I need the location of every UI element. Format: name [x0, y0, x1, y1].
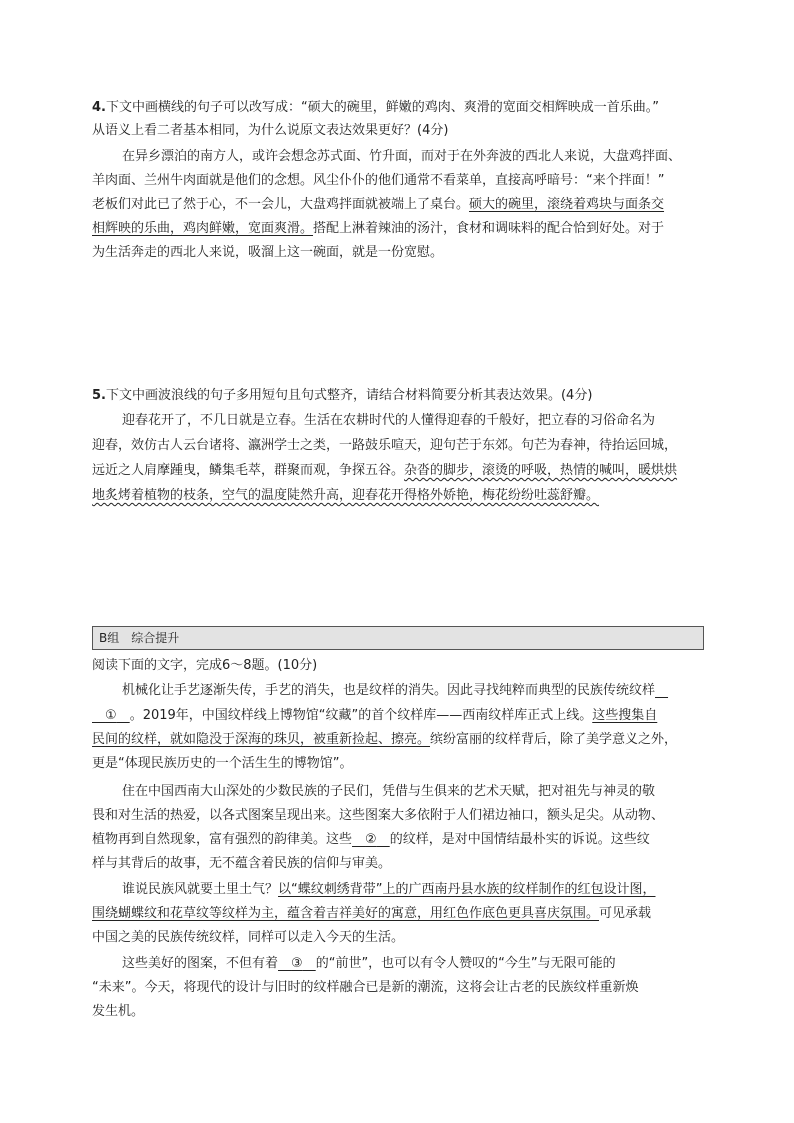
q4-passage-line-4 [92, 219, 664, 239]
b-underlined-sentence-2-part-1: 以“蝶纹刺绣背带”上的广西南丹县水族的纹样制作的红包设计图， [278, 882, 656, 897]
q5-wavy-sentence-part-1: 杂沓的脚步，滚烫的呼吸，热情的喊叫，暖烘烘 [404, 463, 678, 478]
b-passage-line-12 [122, 954, 616, 974]
blank-2 [352, 832, 390, 847]
q5-passage-line-3 [92, 461, 677, 481]
b-passage-line-7 [92, 830, 650, 850]
b-passage-line-2 [92, 706, 657, 726]
section-b-header [92, 626, 704, 650]
q5-wavy-sentence-part-2: 地炙烤着植物的枝条，空气的温度陡然升高，迎春花开得格外娇艳，梅花纷纷吐蕊舒瓣。 [92, 488, 600, 503]
b-passage-line-6: 畏和对生活的热爱，以各式图案呈现出来。这些图案大多依附于人们裙边袖口，额头足尖。从动物、 [92, 808, 665, 823]
q5-passage-line-2: 迎春，效仿古人云台诸将、瀛洲学士之类，一路鼓乐喧天，迎句芒于东郊。句芒为春神，待抬运回城， [92, 438, 678, 453]
b-passage-line-9 [122, 880, 656, 900]
q4-passage-line-1: 在异乡漂泊的南方人，或许会想念苏式面、竹升面，而对于在外奔波的西北人来说，大盘鸡拌面、 [122, 149, 682, 164]
b-passage-line-4: 更是“体现民族历史的一个活生生的博物馆”。 [92, 756, 353, 771]
b-passage-line-8: 样与其背后的故事，无不蕴含着民族的信仰与审美。 [92, 856, 392, 871]
q5-stem-text: 下文中画波浪线的句子多用短句且句式整齐，请结合材料简要分析其表达效果。(4分) [105, 388, 593, 403]
q5-passage-3a: 远近之人肩摩踵曳，鳞集毛萃，群聚而观，争探五谷。 [92, 463, 405, 478]
blank-1-marker: ① [105, 708, 117, 723]
q4-passage-4b: 搭配上淋着辣油的汤汁，食材和调味料的配合恰到好处。对于 [313, 221, 665, 236]
q4-stem-line-2: 从语义上看二者基本相同，为什么说原文表达效果更好？(4分) [92, 123, 449, 138]
q4-passage-line-3 [92, 195, 664, 215]
q4-passage-3a: 老板们对此已了然于心，不一会儿，大盘鸡拌面就被端上了桌台。 [92, 197, 470, 212]
b-passage-7b: 的纹样，是对中国情结最朴实的诉说。这些纹 [389, 832, 650, 847]
b-passage-line-3 [92, 730, 677, 750]
b-underlined-sentence-1-part-1: 这些搜集自 [592, 708, 658, 723]
q4-underlined-sentence-part-1: 硕大的碗里，滚绕着鸡块与面条交 [469, 197, 665, 212]
b-underlined-sentence-2-part-2: 围绕蝴蝶纹和花草纹等纹样为主，蕴含着吉祥美好的寓意，用红色作底色更具喜庆氛围。 [92, 906, 600, 921]
q5-number: 5. [92, 388, 106, 403]
blank-3 [278, 956, 316, 971]
b-passage-line-5: 住在中国西南大山深处的少数民族的子民们，凭借与生俱来的艺术天赋，把对祖先与神灵的敬 [122, 784, 656, 799]
q4-underlined-sentence-part-2: 相辉映的乐曲，鸡肉鲜嫩，宽面爽滑。 [92, 221, 314, 236]
q4-stem-text-1: 下文中画横线的句子可以改写成：“硕大的碗里，鲜嫩的鸡肉、爽滑的宽面交相辉映成一首乐曲。” [105, 100, 659, 115]
q4-number: 4. [92, 100, 106, 115]
q4-passage-line-5: 为生活奔走的西北人来说，吸溜上这一碗面，就是一份宽慰。 [92, 245, 444, 260]
b-passage-7a: 植物再到自然现象，富有强烈的韵律美。这些 [92, 832, 353, 847]
b-passage-line-1 [122, 681, 668, 701]
b-passage-line-13: “未来”。今天，将现代的设计与旧时的纹样融合已是新的潮流，这将会让古老的民族纹样重新焕 [92, 980, 639, 995]
b-passage-9a: 谁说民族风就要土里土气？ [122, 882, 279, 897]
b-passage-line-14: 发生机。 [92, 1004, 145, 1019]
q5-passage-line-1: 迎春花开了，不几日就是立春。生活在农耕时代的人懂得迎春的千般好，把立春的习俗命名为 [122, 413, 656, 428]
blank-1-lead [655, 683, 668, 698]
b-passage-1a: 机械化让手艺逐渐失传，手艺的消失，也是纹样的消失。因此寻找纯粹而典型的民族传统纹样 [122, 683, 656, 698]
b-passage-line-11: 中国之美的民族传统纹样，同样可以走入今天的生活。 [92, 930, 405, 945]
b-passage-2a: 。2019年，中国纹样线上博物馆“纹藏”的首个纹样库——西南纹样库正式上线。 [129, 708, 593, 723]
section-b-intro: 阅读下面的文字，完成6～8题。(10分) [92, 658, 318, 673]
blank-3-marker: ③ [291, 956, 303, 971]
section-b-label: B组 综合提升 [99, 631, 180, 645]
b-passage-3b: 缤纷富丽的纹样背后，除了美学意义之外， [430, 732, 678, 747]
q4-passage-line-2: 羊肉面、兰州牛肉面就是他们的念想。风尘仆仆的他们通常不看菜单，直接高呼暗号：“来个拌面！” [92, 173, 665, 188]
q5-passage-line-4 [92, 486, 599, 506]
blank-2-marker: ② [365, 832, 377, 847]
b-passage-12a: 这些美好的图案，不但有着 [122, 956, 279, 971]
b-passage-line-10 [92, 904, 651, 924]
b-underlined-sentence-1-part-2: 民间的纹样，就如隐没于深海的珠贝，被重新捡起、擦亮。 [92, 732, 431, 747]
b-passage-10b: 可见承载 [599, 906, 652, 921]
b-passage-12b: 的“前世”，也可以有令人赞叹的“今生”与无限可能的 [315, 956, 616, 971]
blank-1 [92, 708, 130, 723]
q4-stem-line-1 [92, 98, 659, 118]
q5-stem-line [92, 386, 592, 406]
